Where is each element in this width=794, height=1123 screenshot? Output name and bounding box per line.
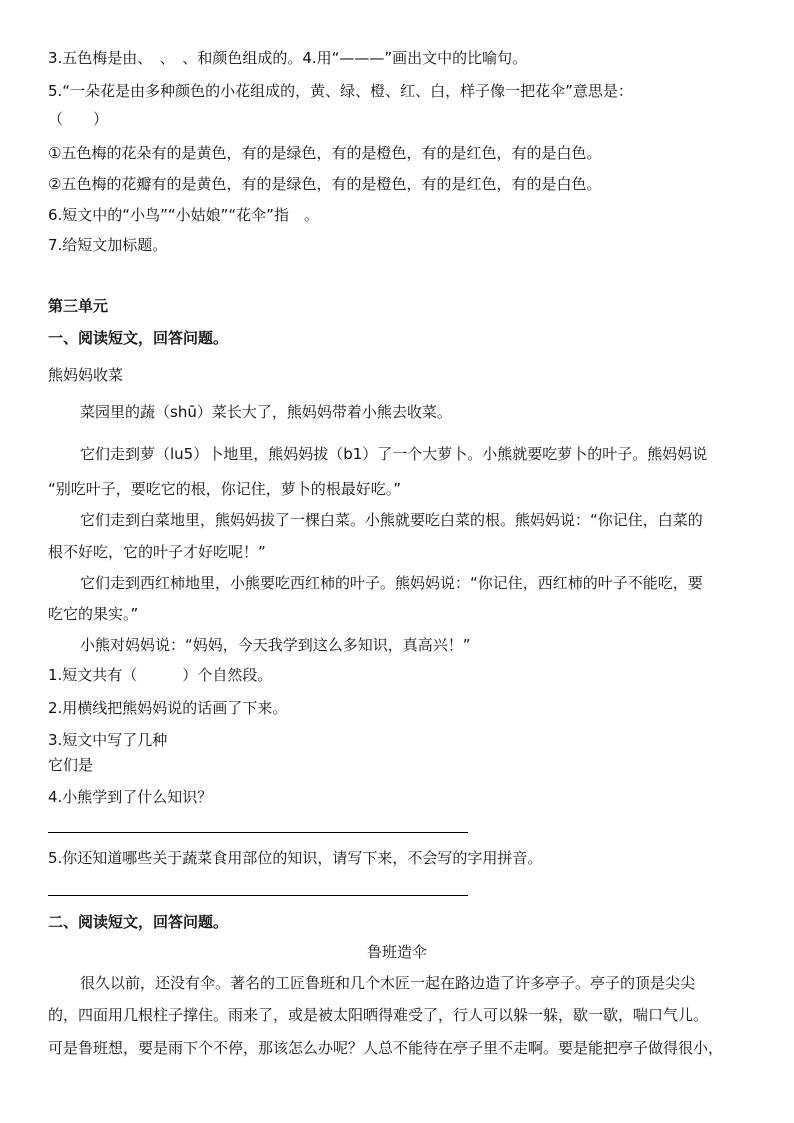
paragraph-4b: 吃它的果实。” [48,605,139,623]
question-3: 3.短文中写了几种 [48,731,168,749]
story2-line-1: 很久以前，还没有伞。著名的工匠鲁班和几个木匠一起在路边造了许多亭子。亭子的顶是尖尖 [80,974,696,992]
paragraph-2b: “别吃叶子，要吃它的根，你记住，萝卜的根最好吃。” [48,480,402,498]
question-5: 5.你还知道哪些关于蔬菜食用部位的知识，请写下来，不会写的字用拼音。 [48,849,543,867]
q-wuse-components: 3.五色梅是由、 、 、和颜色组成的。4.用“———”画出文中的比喻句。 [48,49,528,67]
question-4: 4.小熊学到了什么知识？ [48,788,213,806]
q-refer: 6.短文中的“小鸟”“小姑娘”“花伞”指 。 [48,206,319,224]
section-heading-1: 一、阅读短文，回答问题。 [48,329,229,347]
paragraph-3a: 它们走到白菜地里，熊妈妈拔了一棵白菜。小熊就要吃白菜的根。熊妈妈说：“你记住，白菜的 [80,511,703,529]
story-title-1: 熊妈妈收菜 [48,366,124,384]
q-title: 7.给短文加标题。 [48,236,168,254]
question-2: 2.用横线把熊妈妈说的话画了下来。 [48,699,288,717]
paragraph-4a: 它们走到西红柿地里，小熊要吃西红柿的叶子。熊妈妈说：“你记住，西红柿的叶子不能吃，要 [80,574,703,592]
option-1: ①五色梅的花朵有的是黄色，有的是绿色，有的是橙色，有的是红色，有的是白色。 [48,144,602,162]
paragraph-1: 菜园里的蔬（shū）菜长大了，熊妈妈带着小熊去收菜。 [80,403,452,421]
unit-title: 第三单元 [48,297,109,315]
q-meaning: 5.“一朵花是由多种颜色的小花组成的，黄、绿、橙、红、白，样子像一把花伞”意思是： [48,82,633,100]
paragraph-5: 小熊对妈妈说：“妈妈，今天我学到这么多知识，真高兴！” [80,636,471,654]
answer-line-2 [48,895,468,896]
story-title-2: 鲁班造伞 [366,943,427,961]
paragraph-2a: 它们走到萝（lu5）卜地里，熊妈妈拔（b1）了一个大萝卜。小熊就要吃萝卜的叶子。熊妈妈说 [80,445,708,463]
section-heading-2: 二、阅读短文，回答问题。 [48,913,229,931]
paragraph-3b: 根不好吃，它的叶子才好吃呢！” [48,543,266,561]
answer-blank: （ ） [48,110,109,128]
option-2: ②五色梅的花瓣有的是黄色，有的是绿色，有的是橙色，有的是红色，有的是白色。 [48,175,602,193]
question-3-continued: 它们是 [48,756,94,774]
answer-line-1 [48,832,468,833]
story2-line-3: 可是鲁班想，要是雨下个不停，那该怎么办呢？人总不能待在亭子里不走啊。要是能把亭子做得很小， [48,1039,724,1057]
story2-line-2: 的，四面用几根柱子撑住。雨来了，或是被太阳晒得难受了，行人可以躲一躲，歇一歇，喘口气儿。 [48,1006,709,1024]
question-1: 1.短文共有（ ）个自然段。 [48,666,273,684]
